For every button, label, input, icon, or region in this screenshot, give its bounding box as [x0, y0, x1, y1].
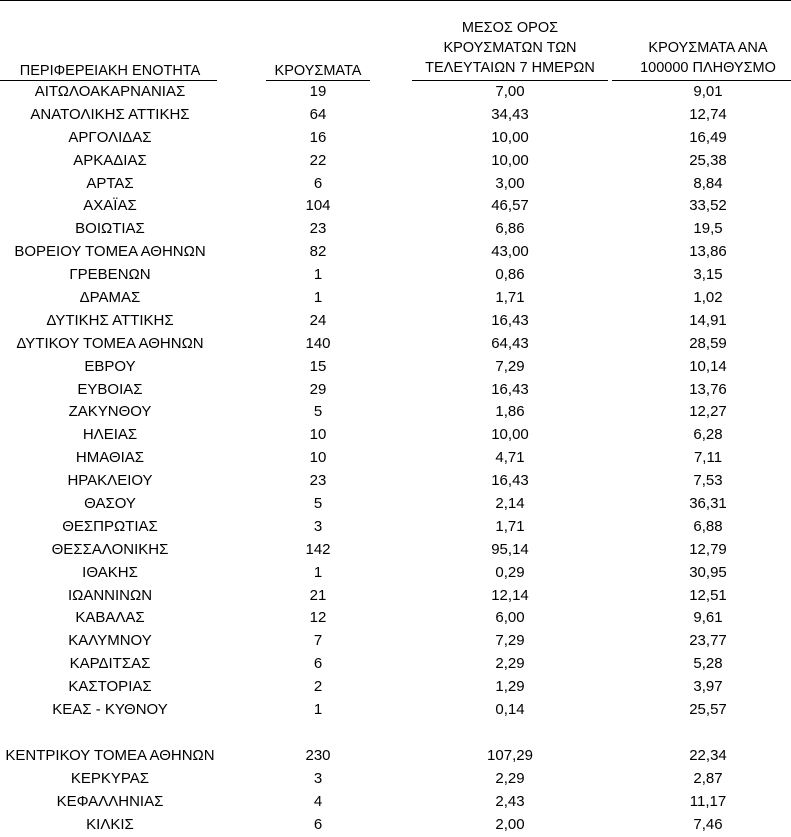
table-row: [0, 424, 791, 447]
per-100k-cell: 9,61: [693, 609, 723, 627]
table-row: [0, 745, 791, 768]
per-100k-cell: 7,53: [693, 472, 723, 490]
region-cell: ΚΕΝΤΡΙΚΟΥ ΤΟΜΕΑ ΑΘΗΝΩΝ: [5, 746, 215, 764]
region-cell: ΑΡΤΑΣ: [86, 174, 134, 192]
region-cell: ΒΟΡΕΙΟΥ ΤΟΜΕΑ ΑΘΗΝΩΝ: [14, 243, 206, 261]
per-100k-cell: 12,79: [689, 540, 727, 558]
per-100k-cell: 2,87: [693, 769, 723, 787]
per-100k-cell: 7,46: [693, 815, 723, 833]
avg-7-days-cell: 6,86: [495, 220, 525, 238]
avg-7-days-cell: 12,14: [491, 586, 529, 604]
cases-cell: 16: [309, 128, 327, 146]
per-100k-cell: 1,02: [693, 289, 723, 307]
region-cell: ΔΡΑΜΑΣ: [79, 289, 141, 307]
avg-7-days-cell: 7,00: [495, 83, 525, 100]
header-cases: ΚΡΟΥΣΜΑΤΑ: [274, 63, 362, 79]
per-100k-cell: 25,57: [689, 701, 727, 719]
region-cell: ΕΒΡΟΥ: [84, 357, 136, 375]
region-cell: ΚΑΡΔΙΤΣΑΣ: [69, 655, 151, 673]
cases-cell: 3: [313, 769, 323, 787]
per-100k-cell: 7,11: [693, 449, 723, 467]
per-100k-cell: 12,27: [689, 403, 727, 421]
cases-cell: 142: [305, 540, 331, 558]
per-100k-cell: 30,95: [689, 563, 727, 581]
cases-cell: 23: [309, 472, 327, 490]
avg-7-days-cell: 6,00: [495, 609, 525, 627]
region-cell: ΘΕΣΣΑΛΟΝΙΚΗΣ: [51, 540, 169, 558]
region-cell: ΑΡΚΑΔΙΑΣ: [73, 151, 147, 169]
cases-cell: 1: [313, 289, 323, 307]
table-row: [0, 127, 791, 150]
table-row: [0, 699, 791, 722]
cases-cell: 23: [309, 220, 327, 238]
region-cell: ΑΡΓΟΛΙΔΑΣ: [68, 128, 152, 146]
region-cell: ΘΕΣΠΡΩΤΙΑΣ: [62, 517, 158, 535]
header-avg-line-2: ΚΡΟΥΣΜΑΤΩΝ ΤΩΝ: [443, 40, 577, 56]
cases-cell: 10: [309, 426, 327, 444]
avg-7-days-cell: 7,29: [495, 632, 525, 650]
avg-7-days-cell: 1,86: [495, 403, 525, 421]
per-100k-cell: 28,59: [689, 334, 727, 352]
table-row: [0, 470, 791, 493]
avg-7-days-cell: 1,29: [495, 678, 525, 696]
avg-7-days-cell: 16,43: [491, 472, 529, 490]
avg-7-days-cell: 10,00: [491, 128, 529, 146]
region-cell: ΑΝΑΤΟΛΙΚΗΣ ΑΤΤΙΚΗΣ: [30, 105, 190, 123]
table-row: [0, 630, 791, 653]
region-cell: ΖΑΚΥΝΘΟΥ: [68, 403, 152, 421]
header-avg-line-1: ΜΕΣΟΣ ΟΡΟΣ: [461, 20, 559, 36]
cases-cell: 1: [313, 563, 323, 581]
table-row: [0, 791, 791, 814]
table-row: [0, 447, 791, 470]
region-cell: ΗΛΕΙΑΣ: [82, 426, 138, 444]
table-row: [0, 173, 791, 196]
region-cell: ΑΙΤΩΛΟΑΚΑΡΝΑΝΙΑΣ: [34, 83, 186, 100]
region-cell: ΒΟΙΩΤΙΑΣ: [75, 220, 145, 238]
per-100k-cell: 9,01: [693, 83, 723, 100]
avg-7-days-cell: 0,86: [495, 266, 525, 284]
region-cell: ΚΙΛΚΙΣ: [86, 815, 134, 833]
avg-7-days-cell: 1,71: [495, 517, 525, 535]
cases-cell: 22: [309, 151, 327, 169]
cases-cell: 21: [309, 586, 327, 604]
region-cell: ΚΕΡΚΥΡΑΣ: [70, 769, 150, 787]
table-row: [0, 401, 791, 424]
region-cell: ΙΩΑΝΝΙΝΩΝ: [67, 586, 153, 604]
avg-7-days-cell: 10,00: [491, 426, 529, 444]
table-row: [0, 310, 791, 333]
avg-7-days-cell: 2,43: [495, 792, 525, 810]
avg-7-days-cell: 1,71: [495, 289, 525, 307]
per-100k-cell: 16,49: [689, 128, 727, 146]
per-100k-cell: 10,14: [689, 357, 727, 375]
table-header: [0, 0, 791, 80]
per-100k-cell: 14,91: [689, 311, 727, 329]
region-cell: ΔΥΤΙΚΟΥ ΤΟΜΕΑ ΑΘΗΝΩΝ: [16, 334, 204, 352]
table-row: [0, 676, 791, 699]
cases-cell: 64: [309, 105, 327, 123]
region-cell: ΚΑΒΑΛΑΣ: [75, 609, 145, 627]
per-100k-cell: 3,15: [693, 266, 723, 284]
header-region: ΠΕΡΙΦΕΡΕΙΑΚΗ ΕΝΟΤΗΤΑ: [19, 63, 201, 79]
region-cell: ΔΥΤΙΚΗΣ ΑΤΤΙΚΗΣ: [46, 311, 174, 329]
region-cell: ΓΡΕΒΕΝΩΝ: [69, 266, 151, 284]
avg-7-days-cell: 0,14: [495, 701, 525, 719]
avg-7-days-cell: 3,00: [495, 174, 525, 192]
avg-7-days-cell: 95,14: [491, 540, 529, 558]
table-row: [0, 493, 791, 516]
table-row: [0, 264, 791, 287]
cases-cell: 2: [313, 678, 323, 696]
per-100k-cell: 5,28: [693, 655, 723, 673]
cases-cell: 29: [309, 380, 327, 398]
per-100k-cell: 11,17: [689, 792, 727, 810]
cases-cell: 6: [313, 815, 323, 833]
cases-cell: 4: [313, 792, 323, 810]
per-100k-cell: 13,76: [689, 380, 727, 398]
table-row: [0, 218, 791, 241]
header-avg-line-3: ΤΕΛΕΥΤΑΙΩΝ 7 ΗΜΕΡΩΝ: [425, 60, 595, 76]
table-row: [0, 150, 791, 173]
header-per-line-2: 100000 ΠΛΗΘΥΣΜΟ: [640, 60, 776, 76]
region-cell: ΚΑΛΥΜΝΟΥ: [68, 632, 152, 650]
cases-cell: 5: [313, 495, 323, 513]
cases-cell: 10: [309, 449, 327, 467]
header-avg-7-days: [412, 18, 608, 78]
table-row: [0, 379, 791, 402]
avg-7-days-cell: 16,43: [491, 380, 529, 398]
avg-7-days-cell: 34,43: [491, 105, 529, 123]
cases-cell: 6: [313, 174, 323, 192]
table-row: [0, 768, 791, 791]
table-row: [0, 653, 791, 676]
table-row: [0, 607, 791, 630]
per-100k-cell: 25,38: [689, 151, 727, 169]
cases-cell: 82: [309, 243, 327, 261]
cases-cell: 104: [305, 197, 331, 215]
avg-7-days-cell: 107,29: [487, 746, 533, 764]
avg-7-days-cell: 2,29: [495, 769, 525, 787]
table-row: [0, 562, 791, 585]
per-100k-cell: 33,52: [689, 197, 727, 215]
table-row: [0, 539, 791, 562]
per-100k-cell: 22,34: [689, 746, 727, 764]
per-100k-cell: 36,31: [689, 495, 727, 513]
per-100k-cell: 13,86: [689, 243, 727, 261]
cases-cell: 24: [309, 311, 327, 329]
table-body: [0, 81, 791, 837]
per-100k-cell: 8,84: [693, 174, 723, 192]
table-row: [0, 287, 791, 310]
avg-7-days-cell: 43,00: [491, 243, 529, 261]
header-per-line-1: ΚΡΟΥΣΜΑΤΑ ΑΝΑ: [648, 40, 768, 56]
table-row: [0, 356, 791, 379]
per-100k-cell: 6,88: [693, 517, 723, 535]
cases-cell: 12: [309, 609, 327, 627]
region-cell: ΗΡΑΚΛΕΙΟΥ: [67, 472, 153, 490]
region-cell: ΚΕΑΣ - ΚΥΘΝΟΥ: [52, 701, 168, 719]
table-row: [0, 241, 791, 264]
cases-cell: 1: [313, 701, 323, 719]
cases-cell: 3: [313, 517, 323, 535]
table-row: [0, 585, 791, 608]
table-row: [0, 81, 791, 104]
cases-cell: 6: [313, 655, 323, 673]
avg-7-days-cell: 4,71: [495, 449, 525, 467]
table-row: [0, 104, 791, 127]
avg-7-days-cell: 64,43: [491, 334, 529, 352]
per-100k-cell: 3,97: [693, 678, 723, 696]
cases-cell: 15: [309, 357, 327, 375]
table-row: [0, 516, 791, 539]
per-100k-cell: 12,74: [689, 105, 727, 123]
region-cell: ΗΜΑΘΙΑΣ: [75, 449, 145, 467]
table-row: [0, 814, 791, 837]
region-cell: ΑΧΑΪΑΣ: [83, 197, 137, 215]
cases-cell: 140: [305, 334, 331, 352]
per-100k-cell: 19,5: [693, 220, 723, 238]
region-cell: ΕΥΒΟΙΑΣ: [77, 380, 143, 398]
avg-7-days-cell: 16,43: [491, 311, 529, 329]
table-row: [0, 195, 791, 218]
table-row: [0, 333, 791, 356]
per-100k-cell: 23,77: [689, 632, 727, 650]
avg-7-days-cell: 2,14: [495, 495, 525, 513]
cases-cell: 19: [309, 83, 327, 100]
cases-cell: 7: [313, 632, 323, 650]
region-cell: ΚΑΣΤΟΡΙΑΣ: [68, 678, 152, 696]
avg-7-days-cell: 2,29: [495, 655, 525, 673]
avg-7-days-cell: 10,00: [491, 151, 529, 169]
avg-7-days-cell: 7,29: [495, 357, 525, 375]
avg-7-days-cell: 0,29: [495, 563, 525, 581]
header-per-100k: [612, 38, 791, 78]
per-100k-cell: 6,28: [693, 426, 723, 444]
region-cell: ΚΕΦΑΛΛΗΝΙΑΣ: [56, 792, 164, 810]
avg-7-days-cell: 2,00: [495, 815, 525, 833]
region-cell: ΙΘΑΚΗΣ: [82, 563, 138, 581]
region-cell: ΘΑΣΟΥ: [84, 495, 136, 513]
avg-7-days-cell: 46,57: [491, 197, 529, 215]
cases-cell: 1: [313, 266, 323, 284]
cases-cell: 230: [305, 746, 331, 764]
cases-cell: 5: [313, 403, 323, 421]
per-100k-cell: 12,51: [689, 586, 727, 604]
